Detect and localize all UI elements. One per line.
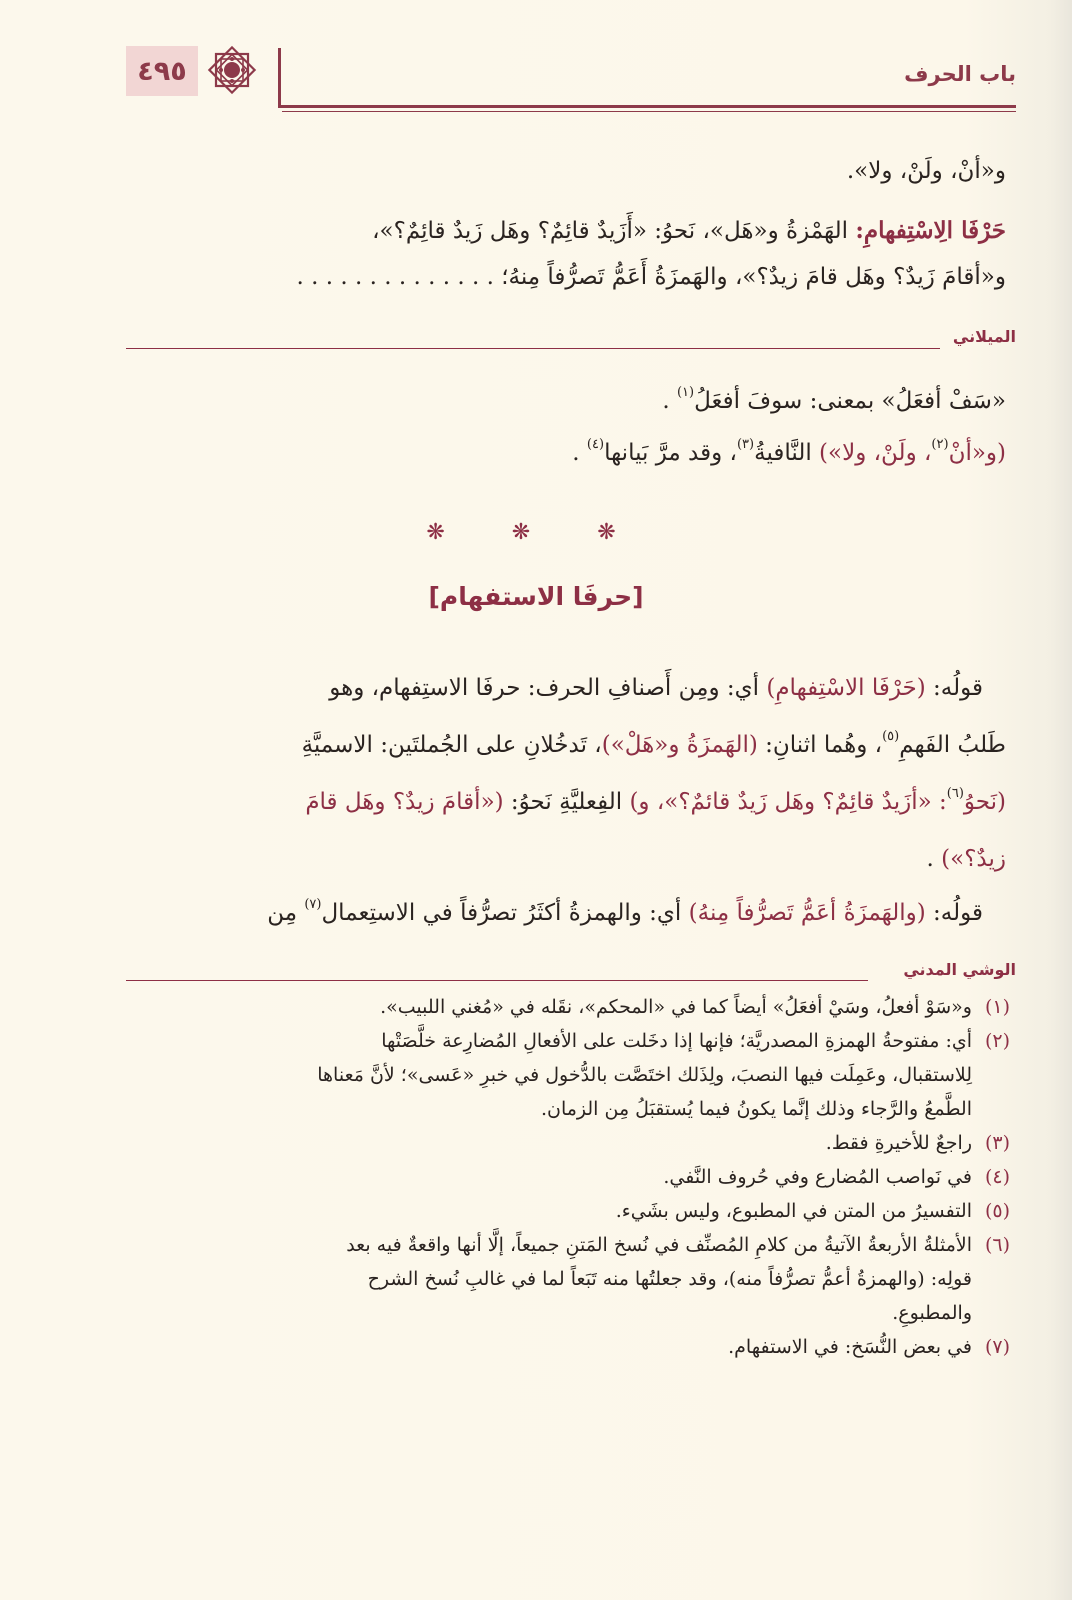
header-vertical-rule	[278, 48, 281, 108]
quoted-matn: (و«أنْ	[948, 440, 1006, 466]
octagram-ornament-icon	[204, 42, 260, 98]
footnote-number: (٦)	[984, 1234, 1010, 1256]
commentator-label-washi: الوشي المدني	[903, 960, 1016, 979]
quoted-matn: («أقامَ زيدٌ؟ وهَل قامَ	[305, 789, 504, 815]
footnote-line: الأمثلةُ الأربعةُ الآتيةُ من كلامِ المُصنِّف في نُسخ المَتنِ جميعاً، إلَّا أنها واقعةٌ فيه بعد	[346, 1234, 972, 1256]
footnotes-section	[120, 990, 1010, 1364]
quoted-matn: (حَرْفَا الاسْتِفهامِ)	[766, 675, 926, 701]
footnote-body	[120, 1194, 972, 1228]
sharh-text: الفِعليَّةِ نَحوُ:	[503, 789, 630, 815]
footnote-ref[interactable]: (٢)	[931, 437, 949, 452]
sharh-text: ، وهُما اثنانِ:	[757, 732, 883, 758]
matn-text-continued	[126, 208, 1006, 300]
running-title: باب الحرف	[904, 62, 1016, 86]
footnote-1	[120, 990, 1010, 1024]
sharh-line	[126, 774, 1006, 831]
footnote-ref[interactable]: (٣)	[736, 437, 755, 452]
footnote-line: في بعض النُّسَخ: في الاستفهام.	[728, 1336, 972, 1358]
quoted-matn: (الهَمزَةُ و«هَلْ»)	[601, 732, 758, 758]
sharh-text: طَلبُ الفَهمِ	[899, 732, 1006, 758]
sharh-line	[126, 890, 1006, 936]
footnote-rule	[126, 980, 868, 981]
footnote-ref[interactable]: (٧)	[304, 897, 322, 912]
sharh-text: .	[572, 440, 580, 466]
sharh-line	[126, 831, 1006, 888]
section-title: [حرفَا الاستفهام]	[428, 582, 644, 611]
sharh-text: مِن	[267, 900, 305, 926]
footnote-body	[120, 1160, 972, 1194]
footnote-body	[120, 1126, 972, 1160]
footnote-line: و«سَوْ أفعلُ، وسَيْ أفعَلُ» أيضاً كما في «المحكم»، نقَله في «مُغني اللبيب».	[380, 996, 972, 1018]
footnote-ref[interactable]: (٤)	[586, 437, 605, 452]
page-number: ٤٩٥	[126, 46, 198, 96]
matn-line-2-text: الهَمْزةُ و«هَل»، نَحوُ: «أَزَيدٌ قائِمٌ؟ وهَل زَيدٌ قائِمٌ؟»،	[372, 218, 856, 244]
footnote-ref[interactable]: (٦)	[946, 786, 964, 801]
sharh-line	[126, 430, 1006, 476]
footnote-body	[120, 990, 972, 1024]
footnote-3	[120, 1126, 1010, 1160]
footnote-number: (٧)	[984, 1336, 1010, 1358]
footnote-body	[120, 1330, 972, 1364]
footnote-number: (٣)	[984, 1132, 1010, 1154]
footnote-line: راجعٌ للأخيرةِ فقط.	[825, 1132, 972, 1154]
footnote-line: التفسيرُ من المتن في المطبوع، وليس بشَيء.	[615, 1200, 972, 1222]
sharh-text: ، وقد مرَّ بَيانها	[604, 440, 737, 466]
footnote-4	[120, 1160, 1010, 1194]
sharh-text: .	[926, 846, 934, 872]
footnote-line: لِلاستقبال، وعَمِلَت فيها النصبَ، ولِذَلك اختَصَّت بالدُّخول في خبرِ «عَسى»؛ لأنَّ مَعناها	[317, 1064, 972, 1086]
quoted-matn: (والهَمزَةُ أعَمُّ تَصرُّفاً مِنهُ)	[688, 900, 926, 926]
sharh-text: أي: ومِن أَصنافِ الحرف: حرفَا الاستِفهام، وهو	[329, 675, 767, 701]
footnote-ref[interactable]: (١)	[676, 385, 695, 400]
section-divider-stars: ❋ ❋ ❋	[426, 520, 646, 545]
sharh-paragraph-3	[126, 660, 1006, 888]
sharh-line	[126, 717, 1006, 774]
quoted-matn: (نَحوُ	[963, 789, 1006, 815]
header-bottom-rule	[278, 105, 1016, 108]
matn-line-2	[126, 208, 1006, 254]
page-header	[126, 38, 1016, 110]
footnote-line: في نَواصب المُضارع وفي حُروف النَّفي.	[663, 1166, 972, 1188]
sharh-paragraph-2	[126, 430, 1006, 476]
sharh-text: قولُه:	[925, 675, 983, 701]
commentator-rule	[126, 348, 940, 349]
sharh-paragraph-1	[126, 378, 1006, 424]
sharh-text: «سَفْ أفعَلُ» بمعنى: سوفَ أفعَلُ	[694, 388, 1006, 414]
sharh-text: قولُه:	[925, 900, 983, 926]
footnote-5	[120, 1194, 1010, 1228]
footnote-body	[120, 1024, 972, 1126]
footnote-body	[120, 1228, 972, 1330]
sharh-line	[126, 378, 1006, 424]
footnote-line: الطَّمعُ والرَّجاء وذلك إنَّما يكونُ فيما يُستقبَلُ مِن الزمان.	[540, 1098, 972, 1120]
matn-line-3: و«أقامَ زَيدٌ؟ وهَل قامَ زيدٌ؟»، والهَمزَةُ أَعَمُّ تَصرُّفاً مِنهُ؛ . . . . . . . . . . . . . .	[296, 264, 1006, 290]
sharh-text: .	[662, 388, 670, 414]
footnote-number: (٢)	[984, 1030, 1010, 1052]
quoted-matn: : «أزَيدٌ قائِمٌ؟ وهَل زَيدٌ قائمٌ؟»، و)	[629, 789, 947, 815]
matn-line-1: و«أنْ، ولَنْ، ولا».	[846, 158, 1006, 184]
matn-heading-term: حَرْفَا الِاسْتِفهامِ:	[855, 217, 1006, 244]
footnote-7	[120, 1330, 1010, 1364]
footnote-line: والمطبوعِ.	[892, 1302, 972, 1324]
footnote-number: (١)	[984, 996, 1010, 1018]
footnote-line: قولِه: (والهمزةُ أعمُّ تصرُّفاً منه)، وقد جعلتُها منه تَبَعاً لما في غالبِ نُسخ الشرح	[367, 1268, 972, 1290]
sharh-paragraph-4	[126, 890, 1006, 936]
sharh-text: أي: والهمزةُ أكثَرُ تصرُّفاً في الاستِعمال	[321, 900, 689, 926]
sharh-line	[126, 660, 1006, 717]
sharh-text: النَّافيةُ	[754, 440, 820, 466]
footnote-ref[interactable]: (٥)	[882, 729, 900, 744]
footnote-number: (٤)	[984, 1166, 1010, 1188]
quoted-matn: زيدٌ؟»)	[941, 846, 1006, 872]
header-bottom-rule-thin	[282, 111, 1016, 112]
footnote-6	[120, 1228, 1010, 1330]
footnote-2	[120, 1024, 1010, 1126]
sharh-text: ، تَدخُلانِ على الجُملتَين: الاسميَّةِ	[301, 732, 602, 758]
footnote-line: أي: مفتوحةُ الهمزةِ المصدريَّة؛ فإنها إذا دخَلت على الأفعالِ المُضارِعة خلَّصَتْها	[381, 1030, 972, 1052]
quoted-matn: ، ولَنْ، ولا»)	[819, 440, 932, 466]
matn-text	[126, 148, 1006, 194]
footnote-number: (٥)	[984, 1200, 1010, 1222]
commentator-label-milani: الميلاني	[952, 327, 1016, 346]
